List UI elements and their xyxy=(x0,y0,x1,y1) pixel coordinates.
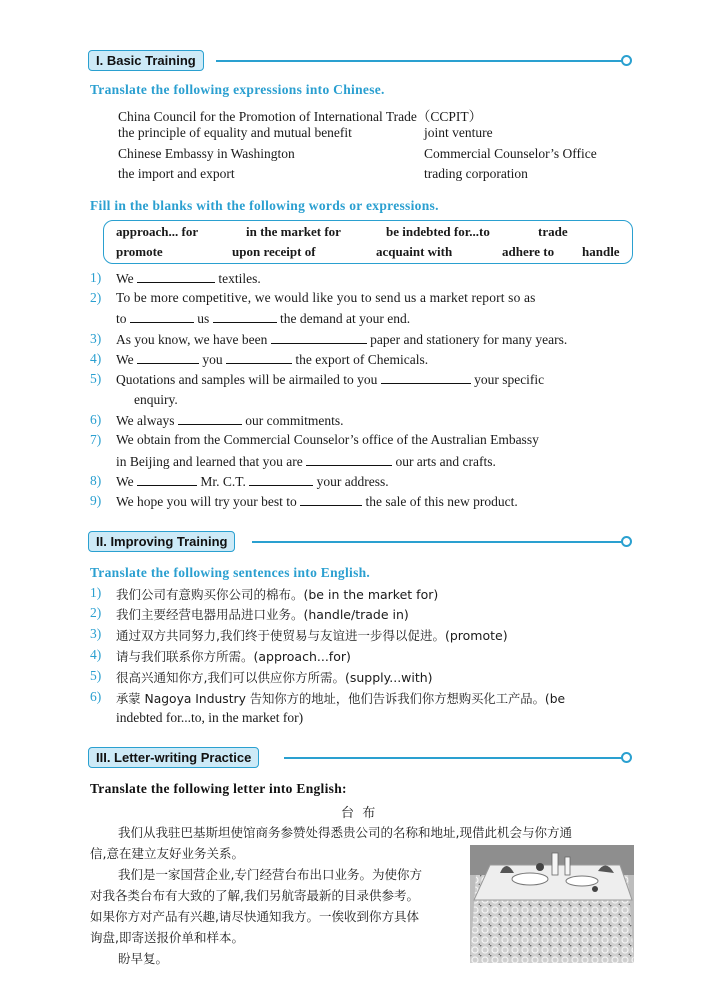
item-6: We always our commitments. xyxy=(116,413,344,428)
blank[interactable] xyxy=(226,351,292,364)
letter-paragraph-3: 盼早复。 xyxy=(118,951,169,966)
item-number: 1) xyxy=(90,270,102,285)
item-number: 5) xyxy=(90,371,102,386)
expression-row-2a: the principle of equality and mutual benefit xyxy=(118,125,352,140)
letter-paragraph-2-line-4: 询盘,即寄送报价单和样本。 xyxy=(90,930,244,945)
item-9: We hope you will try your best to the sale of this new product. xyxy=(116,494,518,509)
sentence-6-line-2: indebted for...to, in the market for) xyxy=(116,710,304,725)
blank[interactable] xyxy=(137,473,197,486)
section-1-rule xyxy=(216,60,622,62)
item-number: 3) xyxy=(90,331,102,346)
word-adhere-to: adhere to xyxy=(502,244,555,259)
item-number: 6) xyxy=(90,412,102,427)
section-3-label: III. Letter-writing Practice xyxy=(88,747,259,768)
word-bank-box xyxy=(103,220,633,264)
blank[interactable] xyxy=(271,331,367,344)
item-number: 2) xyxy=(90,290,102,305)
sentence-3: 通过双方共同努力,我们终于使贸易与友谊进一步得以促进。(promote) xyxy=(116,628,508,643)
item-5-line-2: enquiry. xyxy=(134,392,178,407)
item-8: We Mr. C.T. your address. xyxy=(116,474,389,489)
expression-row-4b: trading corporation xyxy=(424,166,528,181)
expression-row-3a: Chinese Embassy in Washington xyxy=(118,146,295,161)
section-1-dot-icon xyxy=(621,55,632,66)
item-number: 6) xyxy=(90,689,102,704)
section-1-label: I. Basic Training xyxy=(88,50,204,71)
item-number: 7) xyxy=(90,432,102,447)
word-approach-for: approach... for xyxy=(116,224,199,239)
expression-row-3b: Commercial Counselor’s Office xyxy=(424,146,597,161)
blank[interactable] xyxy=(306,453,392,466)
item-number: 8) xyxy=(90,473,102,488)
item-number: 5) xyxy=(90,668,102,683)
item-4: We you the export of Chemicals. xyxy=(116,352,429,367)
item-2-line-2: to us the demand at your end. xyxy=(116,311,411,326)
expression-row-1: China Council for the Promotion of International Trade（CCPIT） xyxy=(118,109,483,124)
tablecloth-photo-svg xyxy=(470,845,634,963)
item-number: 2) xyxy=(90,605,102,620)
sentence-2: 我们主要经营电器用品进口业务。(handle/trade in) xyxy=(116,607,409,622)
tablecloth-photo-icon xyxy=(470,845,634,963)
word-handle: handle xyxy=(582,244,620,259)
blank[interactable] xyxy=(137,270,215,283)
letter-paragraph-1-line-1: 我们从我驻巴基斯坦使馆商务参赞处得悉贵公司的名称和地址,现借此机会与你方通 xyxy=(118,825,572,840)
section-2-rule xyxy=(252,541,622,543)
blank[interactable] xyxy=(249,473,313,486)
item-number: 4) xyxy=(90,351,102,366)
instruction-translate-sentences: Translate the following sentences into English. xyxy=(90,565,371,580)
item-7-line-2: in Beijing and learned that you are our arts and crafts. xyxy=(116,454,496,469)
letter-title: 台 布 xyxy=(341,806,376,821)
section-3-rule xyxy=(284,757,622,759)
item-number: 1) xyxy=(90,585,102,600)
item-2-line-1: To be more competitive, we would like you to send us a market report so as xyxy=(116,290,536,305)
word-promote: promote xyxy=(116,244,163,259)
section-2-dot-icon xyxy=(621,536,632,547)
word-trade: trade xyxy=(538,224,568,239)
word-in-the-market-for: in the market for xyxy=(246,224,341,239)
blank[interactable] xyxy=(300,493,362,506)
expression-row-2b: joint venture xyxy=(424,125,493,140)
sentence-6-line-1: 承蒙 Nagoya Industry 告知你方的地址，他们告诉我们你方想购买化工产品。(be xyxy=(116,692,566,706)
letter-paragraph-2-line-3: 如果你方对产品有兴趣,请尽快通知我方。一俟收到你方具体 xyxy=(90,909,419,924)
item-1: We textiles. xyxy=(116,271,261,286)
letter-paragraph-2-line-1: 我们是一家国营企业,专门经营台布出口业务。为使你方 xyxy=(118,867,422,882)
word-be-indebted: be indebted for...to xyxy=(386,224,490,239)
item-7-line-1: We obtain from the Commercial Counselor’s office of the Australian Embassy xyxy=(116,432,539,447)
item-number: 3) xyxy=(90,626,102,641)
word-upon-receipt-of: upon receipt of xyxy=(232,244,316,259)
instruction-translate-letter: Translate the following letter into English: xyxy=(90,781,347,796)
blank[interactable] xyxy=(178,412,242,425)
sentence-4: 请与我们联系你方所需。(approach...for) xyxy=(116,649,351,664)
section-3-dot-icon xyxy=(621,752,632,763)
letter-paragraph-2-line-2: 对我各类台布有大致的了解,我们另航寄最新的目录供参考。 xyxy=(90,888,419,903)
section-2-label: II. Improving Training xyxy=(88,531,235,552)
blank[interactable] xyxy=(137,351,199,364)
blank[interactable] xyxy=(213,310,277,323)
letter-paragraph-1-line-2: 信,意在建立友好业务关系。 xyxy=(90,846,244,861)
item-5-line-1: Quotations and samples will be airmailed to you your specific xyxy=(116,372,545,387)
instruction-translate-expressions: Translate the following expressions into Chinese. xyxy=(90,82,385,97)
blank[interactable] xyxy=(381,371,471,384)
item-3: As you know, we have been paper and stationery for many years. xyxy=(116,332,568,347)
word-acquaint-with: acquaint with xyxy=(376,244,453,259)
item-number: 9) xyxy=(90,493,102,508)
sentence-1: 我们公司有意购买你公司的棉布。(be in the market for) xyxy=(116,587,439,602)
blank[interactable] xyxy=(130,310,194,323)
item-number: 4) xyxy=(90,647,102,662)
instruction-fill-blanks: Fill in the blanks with the following words or expressions. xyxy=(90,198,439,213)
sentence-5: 很高兴通知你方,我们可以供应你方所需。(supply...with) xyxy=(116,670,433,685)
expression-row-4a: the import and export xyxy=(118,166,235,181)
